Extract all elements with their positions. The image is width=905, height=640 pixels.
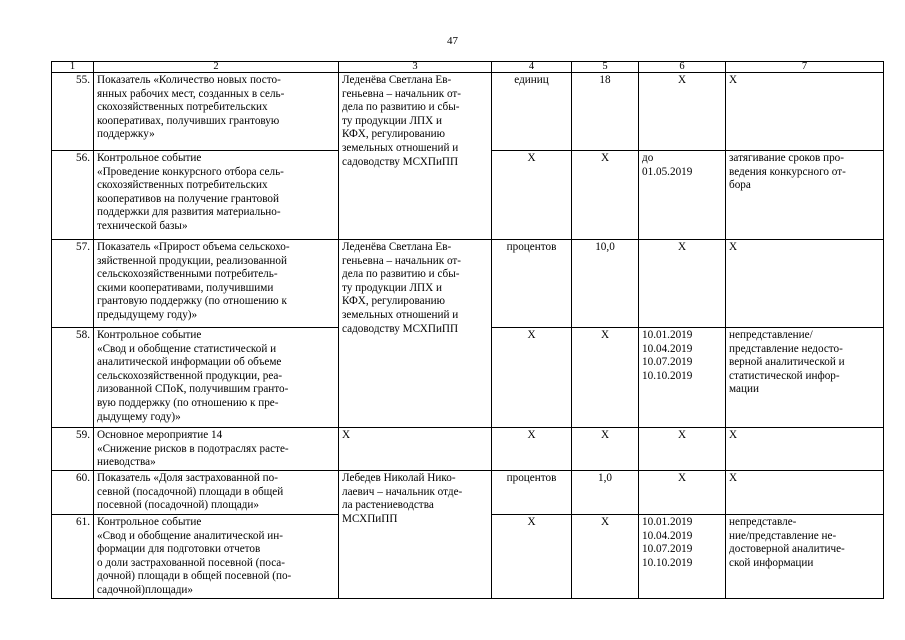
row-unit: X [492,328,572,428]
responsible-cell: Леденёва Светлана Ев- геньевна – начальник от- дела по развитию и сбы- ту продукции ЛПХ и КФХ, регулированию земельных отношений и садоводству МСХПиПП [339,240,492,428]
row-number: 61. [52,515,94,599]
header-cell: 1 [52,62,94,73]
row-unit: процентов [492,471,572,515]
row-value: 18 [572,73,639,151]
row-description: Контрольное событие «Свод и обобщение статистической и аналитической информации об объеме сельскохозяйственной продукции, реа- лизованной СПоК, получившим гранто- вую поддержку (по отношению к пре- дыдущему году)» [94,328,339,428]
row-value: X [572,151,639,240]
row-number: 56. [52,151,94,240]
row-note: X [726,73,884,151]
row-unit: процентов [492,240,572,328]
header-cell: 2 [94,62,339,73]
row-value: X [572,428,639,471]
row-value: 1,0 [572,471,639,515]
row-term: X [639,471,726,515]
row-note: X [726,471,884,515]
page-number: 47 [447,35,458,47]
responsible-cell: Леденёва Светлана Ев- геньевна – начальник от- дела по развитию и сбы- ту продукции ЛПХ и КФХ, регулированию земельных отношений и садоводству МСХПиПП [339,73,492,240]
header-cell: 3 [339,62,492,73]
row-value: X [572,328,639,428]
measures-table [51,61,884,599]
header-cell: 6 [639,62,726,73]
row-number: 60. [52,471,94,515]
row-description: Показатель «Доля застрахованной по- севной (посадочной) площади в общей посевной (посадочной) площади» [94,471,339,515]
row-term: 10.01.2019 10.04.2019 10.07.2019 10.10.2019 [639,515,726,599]
table-header-row [52,62,884,73]
header-cell: 4 [492,62,572,73]
row-description: Показатель «Прирост объема сельскохо- зяйственной продукции, реализованной сельскохозяйственными потребитель- скими кооперативами, получившими грантовую поддержку (по отношению к предыдущему году)» [94,240,339,328]
row-term: до 01.05.2019 [639,151,726,240]
row-number: 55. [52,73,94,151]
row-value: X [572,515,639,599]
row-value: 10,0 [572,240,639,328]
row-unit: единиц [492,73,572,151]
responsible-cell: Лебедев Николай Нико- лаевич – начальник отде- ла растениеводства МСХПиПП [339,471,492,599]
header-cell: 5 [572,62,639,73]
row-number: 57. [52,240,94,328]
row-description: Контрольное событие «Проведение конкурсного отбора сель- скохозяйственных потребительских кооперативов на получение грантовой поддержки для развития материально- технической базы» [94,151,339,240]
row-number: 58. [52,328,94,428]
row-description: Показатель «Количество новых посто- янных рабочих мест, созданных в сель- скохозяйственных потребительских кооперативах, получивших грантовую поддержку» [94,73,339,151]
row-term: X [639,73,726,151]
row-term: 10.01.2019 10.04.2019 10.07.2019 10.10.2019 [639,328,726,428]
header-cell: 7 [726,62,884,73]
row-note: непредставление/ представление недосто- верной аналитической и статистической инфор- мации [726,328,884,428]
row-unit: X [492,151,572,240]
row-term: X [639,240,726,328]
row-unit: X [492,515,572,599]
row-description: Контрольное событие «Свод и обобщение аналитической ин- формации для подготовки отчетов о доли застрахованной посевной (поса- дочной) площади в общей посевной (по- садочной)площади» [94,515,339,599]
row-description: Основное мероприятие 14 «Снижение рисков в подотраслях расте- ниеводства» [94,428,339,471]
row-number: 59. [52,428,94,471]
table-row [52,240,884,328]
row-note: затягивание сроков про- ведения конкурсного от- бора [726,151,884,240]
row-note: X [726,428,884,471]
row-note: непредставле- ние/представление не- достоверной аналитиче- ской информации [726,515,884,599]
row-term: X [639,428,726,471]
responsible-cell: X [339,428,492,471]
row-note: X [726,240,884,328]
table-row [52,73,884,151]
table-row [52,471,884,515]
table-row [52,428,884,471]
row-unit: X [492,428,572,471]
